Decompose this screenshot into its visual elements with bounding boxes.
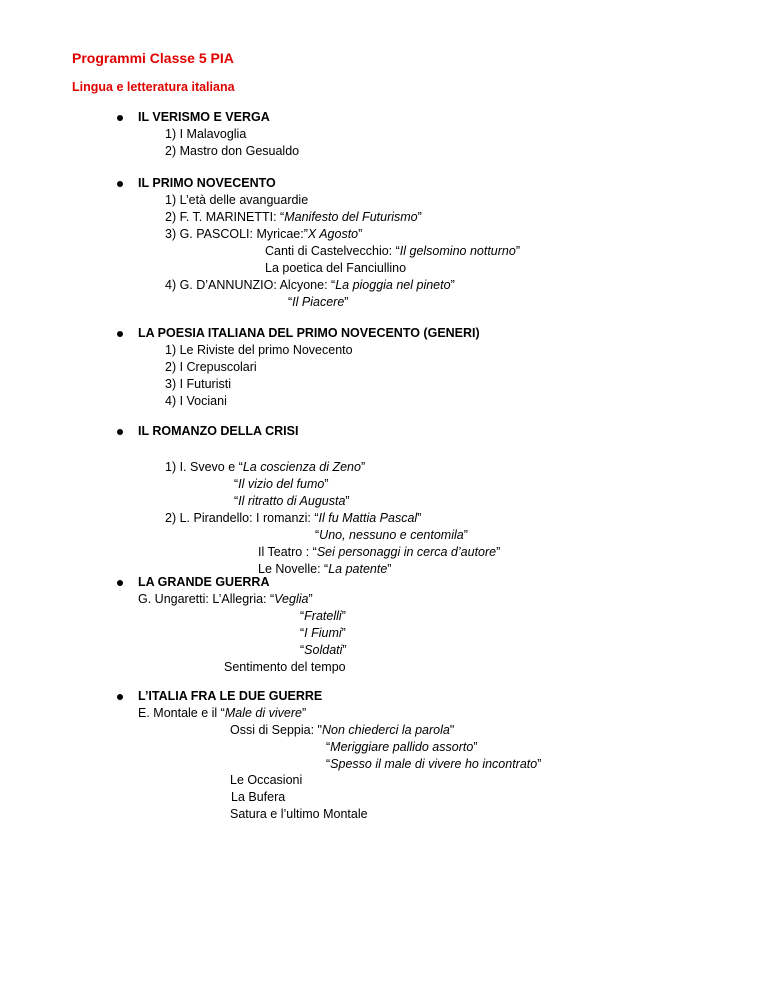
list-item: 3) I Futuristi (165, 377, 231, 391)
list-item: 2) Mastro don Gesualdo (165, 144, 300, 158)
bullet-icon (117, 429, 123, 435)
list-item: Le Novelle: “La patente” (258, 562, 392, 576)
list-item: 4) G. D’ANNUNZIO: Alcyone: “La pioggia nel pineto” (165, 278, 455, 292)
list-item: E. Montale e il “Male di vivere” (138, 706, 307, 720)
bullet-icon (117, 115, 123, 121)
list-item: Canti di Castelvecchio: “Il gelsomino notturno” (265, 244, 520, 258)
list-item: Satura e l’ultimo Montale (230, 807, 368, 821)
section-heading-poesia: LA POESIA ITALIANA DEL PRIMO NOVECENTO (GENERI) (138, 326, 480, 340)
list-item: “Spesso il male di vivere ho incontrato” (326, 757, 542, 771)
list-item: 1) Le Riviste del primo Novecento (165, 343, 353, 357)
list-item: 2) F. T. MARINETTI: “Manifesto del Futurismo” (165, 210, 422, 224)
bullet-icon (117, 580, 123, 586)
list-item: “Fratelli” (300, 609, 346, 623)
list-item: “Il ritratto di Augusta” (234, 494, 350, 508)
list-item: Sentimento del tempo (224, 660, 346, 674)
list-item: G. Ungaretti: L’Allegria: “Veglia” (138, 592, 313, 606)
section-heading-due-guerre: L’ITALIA FRA LE DUE GUERRE (138, 689, 323, 703)
list-item: La poetica del Fanciullino (265, 261, 407, 275)
list-item: “Uno, nessuno e centomila” (315, 528, 468, 542)
list-item: Il Teatro : “Sei personaggi in cerca d’autore” (258, 545, 501, 559)
list-item: 4) I Vociani (165, 394, 227, 408)
list-item: 2) L. Pirandello: I romanzi: “Il fu Mattia Pascal” (165, 511, 422, 525)
list-item: “Meriggiare pallido assorto” (326, 740, 478, 754)
list-item: 1) I. Svevo e “La coscienza di Zeno” (165, 460, 366, 474)
subject-title: Lingua e letteratura italiana (72, 80, 235, 94)
list-item: 3) G. PASCOLI: Myricae:”X Agosto” (165, 227, 363, 241)
list-item: 2) I Crepuscolari (165, 360, 257, 374)
section-heading-grande-guerra: LA GRANDE GUERRA (138, 575, 270, 589)
list-item: La Bufera (231, 790, 286, 804)
bullet-icon (117, 331, 123, 337)
section-heading-romanzo: IL ROMANZO DELLA CRISI (138, 424, 299, 438)
list-item: “Il Piacere” (288, 295, 349, 309)
list-item: Ossi di Seppia: "Non chiederci la parola" (230, 723, 455, 737)
list-item: “Il vizio del fumo” (234, 477, 329, 491)
section-heading-verismo: IL VERISMO E VERGA (138, 110, 270, 124)
bullet-icon (117, 181, 123, 187)
section-heading-primo-novecento: IL PRIMO NOVECENTO (138, 176, 276, 190)
list-item: 1) L’età delle avanguardie (165, 193, 309, 207)
page-title: Programmi Classe 5 PIA (72, 50, 234, 66)
list-item: Le Occasioni (230, 773, 303, 787)
bullet-icon (117, 694, 123, 700)
list-item: “I Fiumi” (300, 626, 346, 640)
list-item: 1) I Malavoglia (165, 127, 247, 141)
list-item: “Soldati” (300, 643, 347, 657)
